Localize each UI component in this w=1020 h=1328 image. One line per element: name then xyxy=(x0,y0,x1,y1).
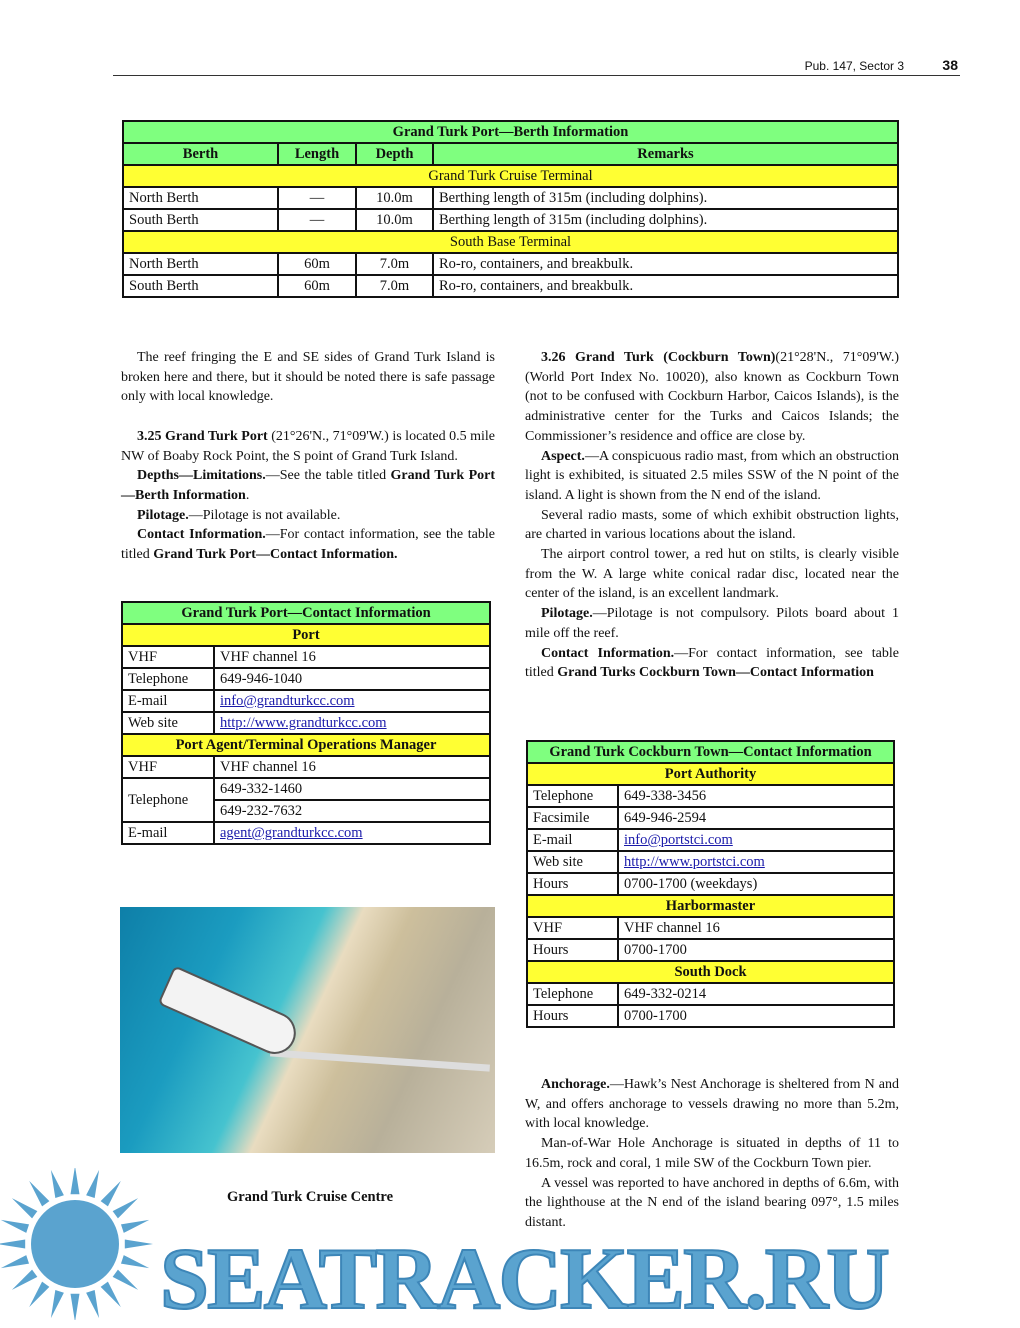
pier xyxy=(270,1049,490,1071)
berth-name: South Berth xyxy=(123,275,278,297)
depth: 7.0m xyxy=(356,275,433,297)
bold-run: Grand Turks Cockburn Town—Contact Information xyxy=(557,665,874,681)
bold-run: Aspect. xyxy=(541,448,585,464)
contact-value xyxy=(214,712,490,734)
text-run: —See the table titled xyxy=(265,468,391,484)
sun-ray xyxy=(51,1170,64,1198)
sun-ray xyxy=(86,1290,99,1318)
contact-link[interactable]: http://www.grandturkcc.com xyxy=(220,715,387,731)
table-title: Grand Turk Port—Contact Information xyxy=(122,602,490,624)
remarks: Ro-ro, containers, and breakbulk. xyxy=(433,253,898,275)
contact-label: VHF xyxy=(122,646,214,668)
bold-run: Grand Turk Port—Contact Information. xyxy=(153,547,398,563)
page-number: 38 xyxy=(942,57,958,73)
contact-value: 0700-1700 xyxy=(618,1005,894,1027)
contact-label: Hours xyxy=(527,939,618,961)
paragraph xyxy=(525,604,899,643)
contact-label: Web site xyxy=(527,851,618,873)
column-header: Length xyxy=(278,143,356,165)
bold-run: Pilotage. xyxy=(541,606,593,622)
contact-label: Telephone xyxy=(122,778,214,822)
contact-label: E-mail xyxy=(122,690,214,712)
sun-ray xyxy=(71,1294,80,1320)
table-row xyxy=(527,983,894,1005)
sun-ray xyxy=(51,1290,64,1318)
bold-run: Grand Turk Port—Berth Information xyxy=(121,468,495,503)
contact-value: 649-232-7632 xyxy=(214,800,490,822)
bold-run: 3.25 Grand Turk Port xyxy=(137,428,268,444)
bold-run: Contact Information. xyxy=(541,645,675,661)
length: 60m xyxy=(278,275,356,297)
sun-ray xyxy=(1,1220,29,1233)
contact-value xyxy=(214,690,490,712)
paragraph xyxy=(525,447,899,506)
sun-ray xyxy=(86,1170,99,1198)
publication-label: Pub. 147, Sector 3 xyxy=(804,59,904,73)
remarks: Berthing length of 315m (including dolphins). xyxy=(433,209,898,231)
table-row xyxy=(527,873,894,895)
bold-run: Contact Information. xyxy=(137,527,266,543)
sun-ray xyxy=(12,1198,37,1218)
contact-value: VHF channel 16 xyxy=(618,917,894,939)
column-header: Berth xyxy=(123,143,278,165)
section-title: Port Authority xyxy=(527,763,894,785)
contact-label: Telephone xyxy=(122,668,214,690)
berth-information-table xyxy=(122,120,899,298)
paragraph xyxy=(121,427,495,466)
page-header xyxy=(113,58,960,76)
table-row xyxy=(527,829,894,851)
contact-value: 649-332-1460 xyxy=(214,778,490,800)
contact-label: Hours xyxy=(527,873,618,895)
table-row xyxy=(527,785,894,807)
table-row xyxy=(122,822,490,844)
sun-ray xyxy=(113,1270,138,1290)
text-run: —A conspicuous radio mast, from which an obstruction light is exhibited, is situated 2.5 miles SSW of the N point of the island. A light is shown from the N end of the island. xyxy=(525,448,899,503)
sun-ray xyxy=(125,1240,153,1249)
table-row xyxy=(122,646,490,668)
contact-value xyxy=(618,829,894,851)
contact-link[interactable]: agent@grandturkcc.com xyxy=(220,825,363,841)
table-row xyxy=(123,209,898,231)
contact-link[interactable]: info@grandturkcc.com xyxy=(220,693,355,709)
bold-run: 3.26 Grand Turk (Cockburn Town) xyxy=(541,350,776,365)
text-run: . xyxy=(245,487,250,503)
table-row xyxy=(527,1005,894,1027)
contact-value: 649-338-3456 xyxy=(618,785,894,807)
table-row xyxy=(123,275,898,297)
sun-ray xyxy=(121,1255,149,1268)
paragraph xyxy=(121,525,495,564)
text-run: —For contact information, see table titled xyxy=(525,645,899,681)
contact-label: Facsimile xyxy=(527,807,618,829)
contact-value: 649-332-0214 xyxy=(618,983,894,1005)
photo-caption: Grand Turk Cruise Centre xyxy=(226,1189,394,1205)
table-row xyxy=(122,756,490,778)
contact-value: 649-946-2594 xyxy=(618,807,894,829)
berth-name: South Berth xyxy=(123,209,278,231)
table-row xyxy=(123,187,898,209)
cruise-centre-photo xyxy=(120,907,495,1153)
contact-link[interactable]: http://www.portstci.com xyxy=(624,854,765,870)
sun-ray xyxy=(29,1282,49,1307)
watermark: SEATRACKER.RU xyxy=(160,1231,888,1328)
contact-label: VHF xyxy=(122,756,214,778)
contact-label: E-mail xyxy=(122,822,214,844)
contact-value: 649-946-1040 xyxy=(214,668,490,690)
right-column-text xyxy=(525,348,899,683)
sun-ray xyxy=(101,1282,121,1307)
sun-ray xyxy=(29,1181,49,1206)
section-row xyxy=(123,231,898,253)
section-row xyxy=(122,624,490,646)
table-row xyxy=(527,807,894,829)
sun-ray xyxy=(113,1198,138,1218)
length: — xyxy=(278,209,356,231)
section-title: South Dock xyxy=(527,961,894,983)
berth-name: North Berth xyxy=(123,187,278,209)
text-run: (21°28'N., 71°09'W.) (World Port Index No. 10020), also known as Cockburn Town (not to be confused with Cockburn Harbor, Caicos Islands), is the administrative center for the Turks and Caicos Islands; the Commissioner’s residence and office are close by. xyxy=(525,350,899,444)
table-title: Grand Turk Port—Berth Information xyxy=(123,121,898,143)
section-title: Harbormaster xyxy=(527,895,894,917)
section-row xyxy=(122,734,490,756)
berth-name: North Berth xyxy=(123,253,278,275)
section-row xyxy=(527,895,894,917)
paragraph xyxy=(525,1174,899,1233)
section-row xyxy=(527,961,894,983)
port-contact-table xyxy=(121,601,491,845)
remarks: Berthing length of 315m (including dolphins). xyxy=(433,187,898,209)
depth: 7.0m xyxy=(356,253,433,275)
text-run: —Hawk’s Nest Anchorage is sheltered from N and W, and offers anchorage to vessels drawing no more than 5.2m, with local knowledge. xyxy=(525,1077,899,1132)
text-run: Man-of-War Hole Anchorage is situated in depths of 11 to 16.5m, rock and coral, 1 mile SW of the Cockburn Town pier. xyxy=(525,1136,899,1171)
left-column-text xyxy=(121,348,495,565)
sun-ray xyxy=(101,1181,121,1206)
column-header: Depth xyxy=(356,143,433,165)
bold-run: Anchorage. xyxy=(541,1077,610,1092)
length: — xyxy=(278,187,356,209)
paragraph xyxy=(525,506,899,545)
remarks: Ro-ro, containers, and breakbulk. xyxy=(433,275,898,297)
cockburn-town-contact-table xyxy=(526,740,895,1028)
depth: 10.0m xyxy=(356,209,433,231)
text-run: —Pilotage is not available. xyxy=(188,507,341,523)
contact-value: 0700-1700 (weekdays) xyxy=(618,873,894,895)
sun-ray xyxy=(71,1168,80,1194)
table-row xyxy=(122,668,490,690)
contact-label: VHF xyxy=(527,917,618,939)
sun-ray xyxy=(12,1270,37,1290)
table-row xyxy=(527,917,894,939)
table-row xyxy=(122,690,490,712)
section-title: South Base Terminal xyxy=(123,231,898,253)
contact-label: Hours xyxy=(527,1005,618,1027)
sun-ray xyxy=(1,1255,29,1268)
paragraph xyxy=(121,466,495,505)
paragraph xyxy=(121,348,495,407)
text-run: A vessel was reported to have anchored in depths of 6.6m, with the lighthouse at the N end of the island bearing 097°, 1.5 miles distant. xyxy=(525,1175,899,1230)
section-title: Port xyxy=(122,624,490,646)
text-run: The airport control tower, a red hut on stilts, is clearly visible from the W. A large white conical radar disc, located near the center of the island, is an excellent landmark. xyxy=(525,547,899,602)
contact-label: Telephone xyxy=(527,785,618,807)
table-row xyxy=(122,712,490,734)
text-run: —For contact information, see the table titled xyxy=(121,527,495,563)
section-row xyxy=(527,763,894,785)
contact-value: 0700-1700 xyxy=(618,939,894,961)
contact-value xyxy=(618,851,894,873)
contact-label: Telephone xyxy=(527,983,618,1005)
anchorage-text xyxy=(525,1075,899,1233)
paragraph xyxy=(525,348,899,447)
sun-ray xyxy=(121,1220,149,1233)
text-run: (21°26'N., 71°09'W.) is located 0.5 mile NW of Boaby Rock Point, the S point of Grand Turk Island. xyxy=(121,428,495,464)
table-row xyxy=(527,939,894,961)
contact-value xyxy=(214,822,490,844)
contact-label: Web site xyxy=(122,712,214,734)
table-row xyxy=(527,851,894,873)
section-title: Grand Turk Cruise Terminal xyxy=(123,165,898,187)
sun-ray xyxy=(0,1240,25,1249)
paragraph xyxy=(525,644,899,683)
bold-run: Pilotage. xyxy=(137,507,189,523)
paragraph xyxy=(525,1134,899,1173)
text-run: —Pilotage is not compulsory. Pilots board about 1 mile off the reef. xyxy=(525,606,899,641)
text-run: The reef fringing the E and SE sides of Grand Turk Island is broken here and there, but it should be noted there is safe passage only with local knowledge. xyxy=(121,350,495,405)
table-row xyxy=(122,778,490,800)
column-header: Remarks xyxy=(433,143,898,165)
paragraph xyxy=(525,545,899,604)
length: 60m xyxy=(278,253,356,275)
depth: 10.0m xyxy=(356,187,433,209)
section-row xyxy=(123,165,898,187)
contact-value: VHF channel 16 xyxy=(214,646,490,668)
table-title: Grand Turk Cockburn Town—Contact Information xyxy=(527,741,894,763)
paragraph xyxy=(525,1075,899,1134)
contact-label: E-mail xyxy=(527,829,618,851)
section-title: Port Agent/Terminal Operations Manager xyxy=(122,734,490,756)
sun-logo-icon xyxy=(0,1168,160,1320)
text-run: Several radio masts, some of which exhibit obstruction lights, are charted in various locations about the island. xyxy=(525,507,899,543)
table-row xyxy=(123,253,898,275)
cruise-ship xyxy=(158,965,303,1060)
contact-value: VHF channel 16 xyxy=(214,756,490,778)
contact-link[interactable]: info@portstci.com xyxy=(624,832,733,848)
bold-run: Depths—Limitations. xyxy=(137,468,266,484)
paragraph xyxy=(121,506,495,526)
